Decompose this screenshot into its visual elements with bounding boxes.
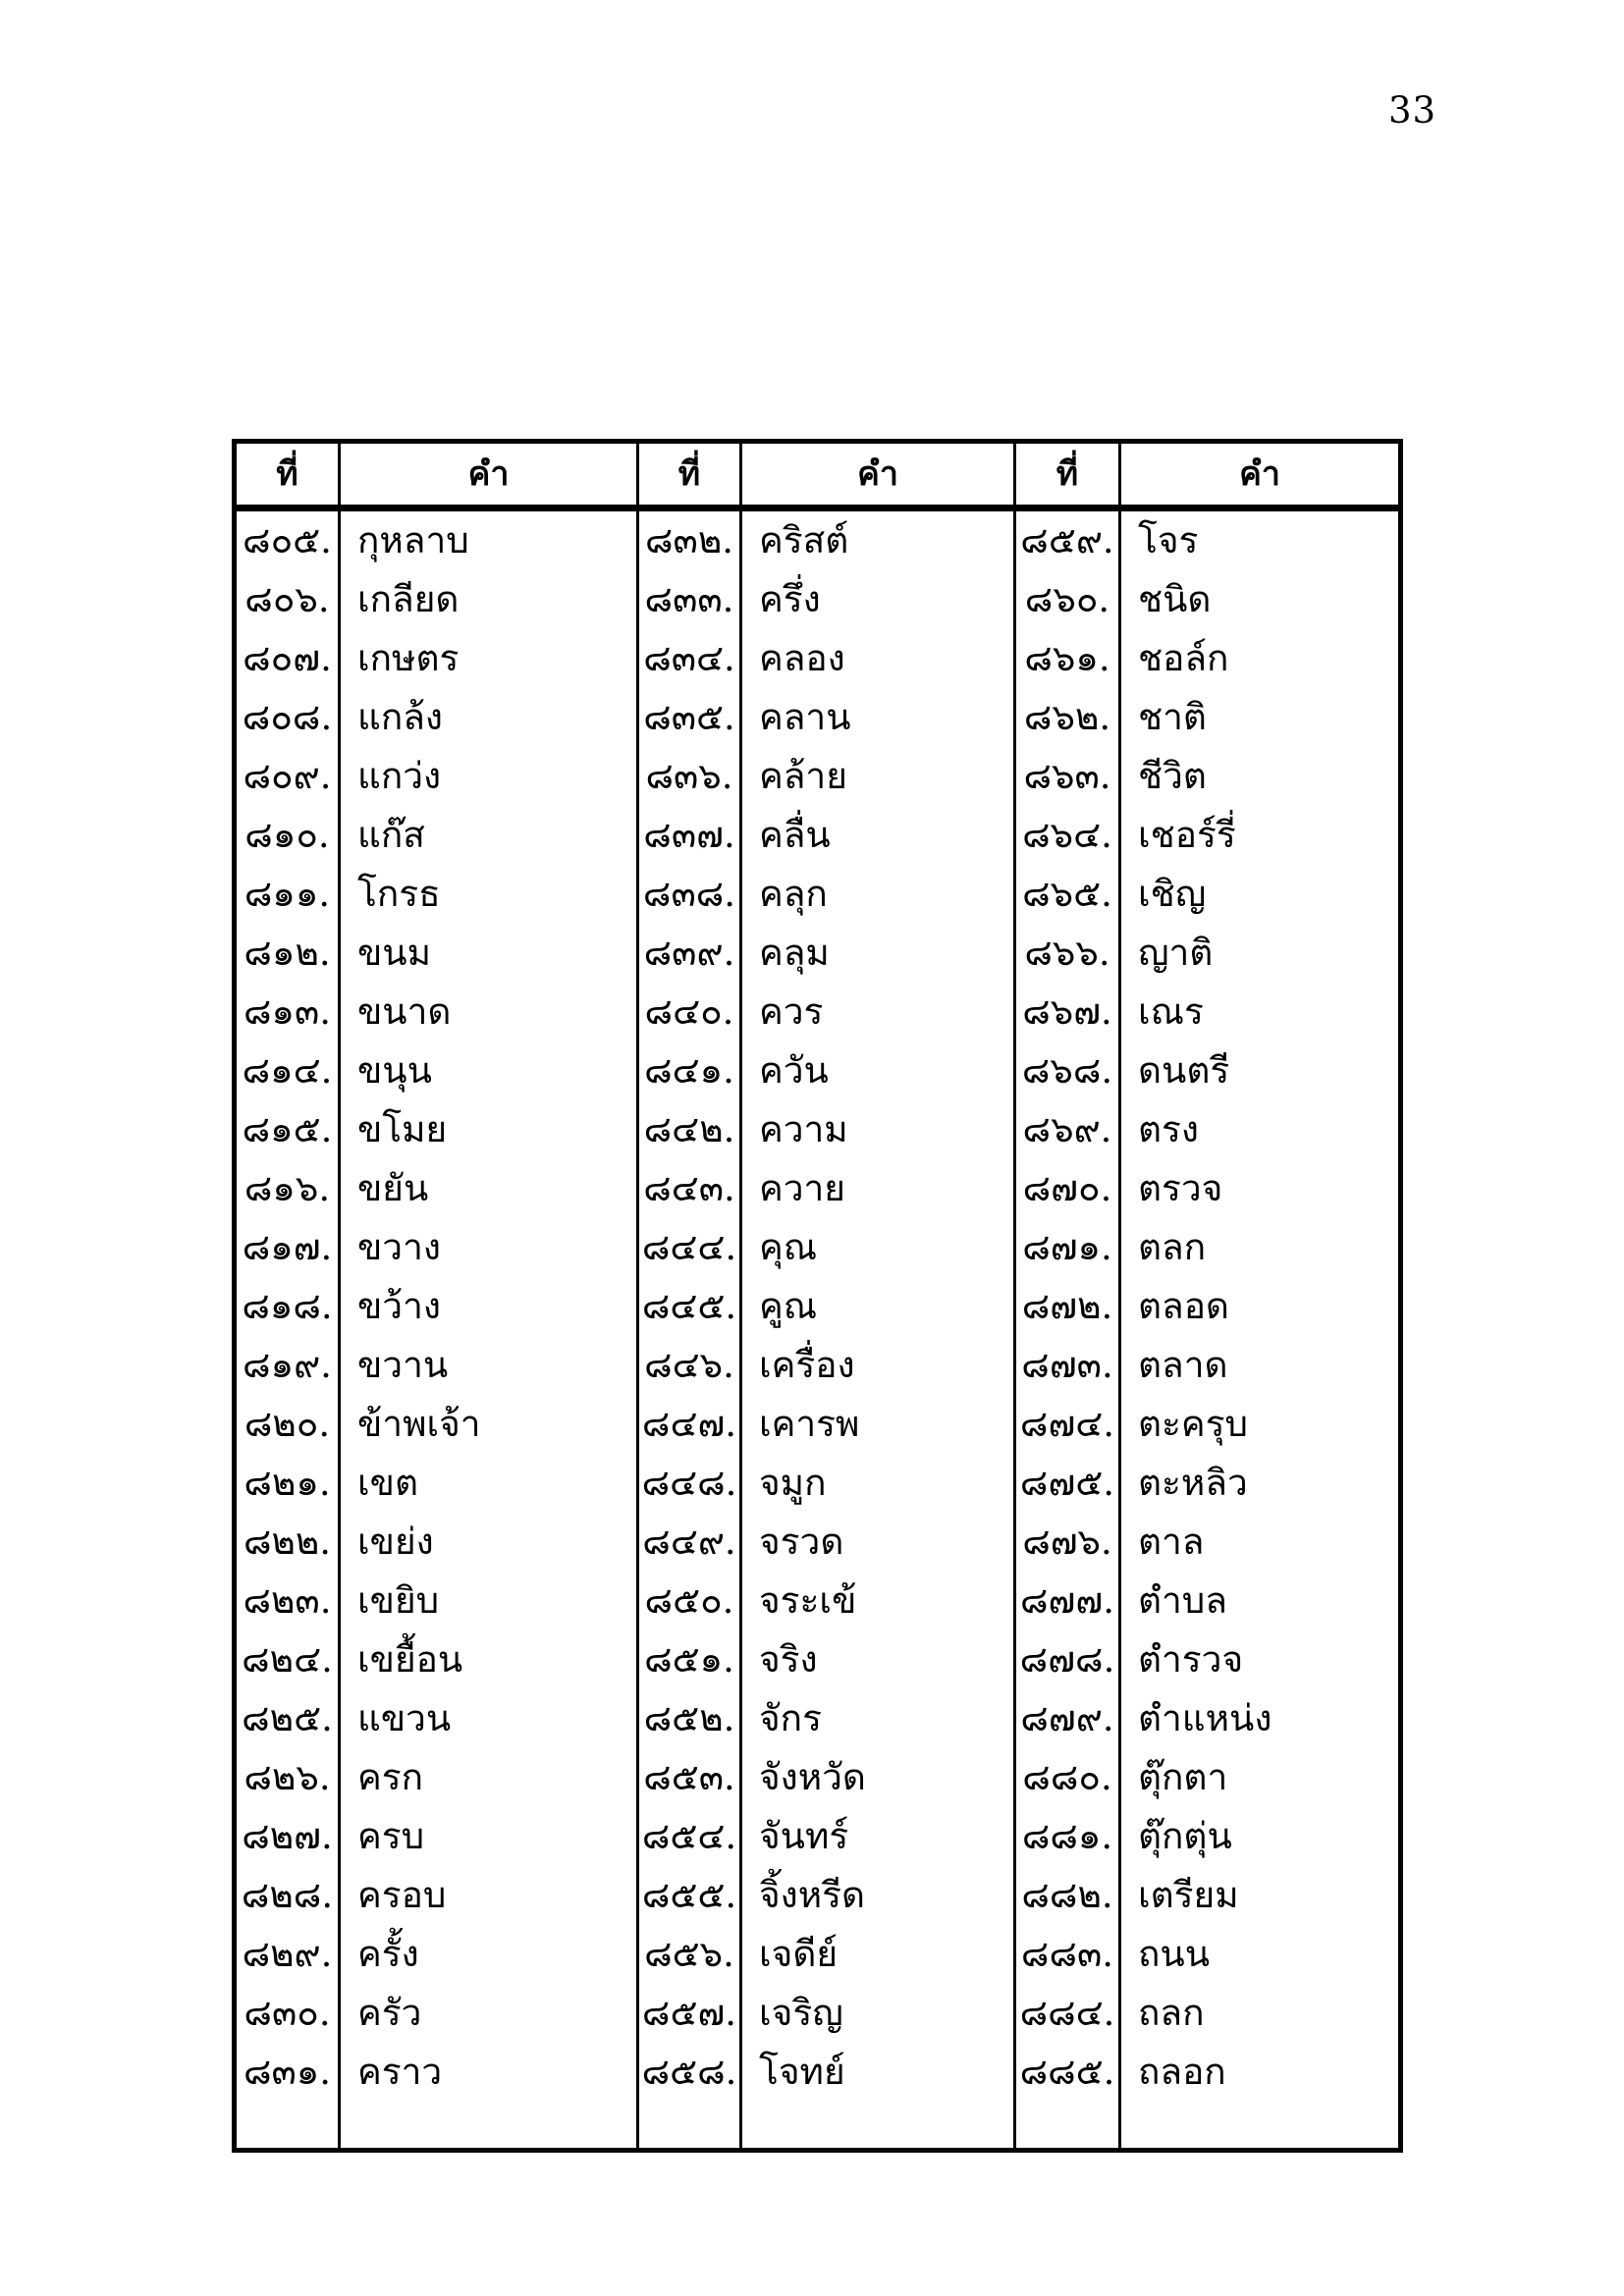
row-number-cell: ๘๓๗. — [638, 806, 741, 865]
table-row — [235, 1572, 1401, 1630]
row-word-cell: คูณ — [741, 1277, 1015, 1336]
row-word-cell: เครื่อง — [741, 1336, 1015, 1395]
row-word-cell: เชอร์รี่ — [1120, 806, 1401, 865]
column-header-word: คำ — [340, 442, 638, 508]
row-number-cell: ๘๕๑. — [638, 1630, 741, 1689]
table-row — [235, 570, 1401, 629]
table-row — [235, 747, 1401, 806]
row-number-cell: ๘๓๑. — [243, 2050, 332, 2093]
row-number-cell: ๘๖๔. — [1015, 806, 1120, 865]
row-word-cell: ตาล — [1120, 1513, 1401, 1572]
row-word-cell: แกว่ง — [340, 747, 638, 806]
row-number-cell: ๘๑๒. — [244, 931, 331, 974]
row-number-cell: ๘๘๑. — [1015, 1807, 1120, 1866]
row-number-cell: ๘๐๙. — [243, 754, 332, 797]
row-word-cell: โจทย์ — [741, 2043, 1015, 2102]
row-word-cell: จระเข้ — [741, 1572, 1015, 1630]
filler-cell — [638, 2102, 741, 2151]
row-word-cell: ครัว — [340, 1984, 638, 2043]
row-number-cell: ๘๗๓. — [1015, 1336, 1120, 1395]
row-number-cell: ๘๖๗. — [1015, 983, 1120, 1041]
row-number-cell: ๘๒๐. — [244, 1402, 331, 1445]
row-word-cell: จังหวัด — [741, 1748, 1015, 1807]
row-number-cell: ๘๕๔. — [638, 1807, 741, 1866]
row-word-cell: ตุ๊กตุ่น — [1120, 1807, 1401, 1866]
row-number-cell: ๘๘๒. — [1015, 1866, 1120, 1925]
row-number-cell: ๘๔๘. — [638, 1454, 741, 1513]
column-header-word: คำ — [1120, 442, 1401, 508]
table-row — [235, 924, 1401, 983]
row-number-cell: ๘๔๙. — [638, 1513, 741, 1572]
row-word-cell: จันทร์ — [741, 1807, 1015, 1866]
table-row — [235, 1041, 1401, 1100]
row-word-cell: เชิญ — [1120, 865, 1401, 924]
row-word-cell: ความ — [741, 1100, 1015, 1159]
row-number-cell: ๘๗๗. — [1015, 1572, 1120, 1630]
table-row — [235, 983, 1401, 1041]
word-table-header — [235, 442, 1401, 508]
row-word-cell: จมูก — [741, 1454, 1015, 1513]
table-row — [235, 1513, 1401, 1572]
row-word-cell: จรวด — [741, 1513, 1015, 1572]
row-word-cell: ควาย — [741, 1159, 1015, 1218]
row-word-cell: แกล้ง — [340, 688, 638, 747]
row-word-cell: ตลอด — [1120, 1277, 1401, 1336]
table-row — [235, 629, 1401, 688]
row-number-cell: ๘๒๔. — [242, 1637, 333, 1681]
row-number-cell: ๘๔๖. — [638, 1336, 741, 1395]
row-number-cell: ๘๔๗. — [638, 1395, 741, 1454]
row-word-cell: คลุก — [741, 865, 1015, 924]
row-word-cell: ชนิด — [1120, 570, 1401, 629]
row-word-cell: ถลอก — [1120, 2043, 1401, 2102]
table-row — [235, 1689, 1401, 1748]
row-word-cell: ขนาด — [340, 983, 638, 1041]
row-word-cell: ขว้าง — [340, 1277, 638, 1336]
row-word-cell: ขวาง — [340, 1218, 638, 1277]
row-word-cell: กุหลาบ — [340, 508, 638, 571]
row-word-cell: โกรธ — [340, 865, 638, 924]
row-word-cell: ครั้ง — [340, 1925, 638, 1984]
row-number-cell: ๘๕๕. — [638, 1866, 741, 1925]
row-word-cell: เขย่ง — [340, 1513, 638, 1572]
row-word-cell: ชาติ — [1120, 688, 1401, 747]
row-number-cell: ๘๘๕. — [1015, 2043, 1120, 2102]
row-number-cell: ๘๖๐. — [1015, 570, 1120, 629]
table-row — [235, 865, 1401, 924]
row-number-cell: ๘๒๒. — [243, 1520, 332, 1563]
row-word-cell: ตุ๊กตา — [1120, 1748, 1401, 1807]
table-row — [235, 1218, 1401, 1277]
header-row — [235, 442, 1401, 508]
table-row — [235, 1984, 1401, 2043]
row-word-cell: ตรง — [1120, 1100, 1401, 1159]
row-word-cell: โจร — [1120, 508, 1401, 571]
row-number-cell: ๘๕๐. — [638, 1572, 741, 1630]
row-word-cell: จักร — [741, 1689, 1015, 1748]
row-number-cell: ๘๒๓. — [243, 1578, 332, 1622]
row-number-cell: ๘๑๔. — [242, 1048, 333, 1092]
filler-cell — [1120, 2102, 1401, 2151]
row-word-cell: ขนม — [340, 924, 638, 983]
table-row — [235, 1925, 1401, 1984]
filler-cell — [340, 2102, 638, 2151]
row-word-cell: คริสต์ — [741, 508, 1015, 571]
table-row — [235, 1807, 1401, 1866]
row-number-cell: ๘๗๙. — [1015, 1689, 1120, 1748]
row-word-cell: ควัน — [741, 1041, 1015, 1100]
row-number-cell: ๘๔๕. — [638, 1277, 741, 1336]
row-number-cell: ๘๑๕. — [242, 1107, 333, 1150]
row-number-cell: ๘๕๙. — [1015, 508, 1120, 571]
row-number-cell: ๘๕๘. — [638, 2043, 741, 2102]
row-word-cell: คลอง — [741, 629, 1015, 688]
row-word-cell: คล้าย — [741, 747, 1015, 806]
row-number-cell: ๘๒๗. — [242, 1814, 333, 1857]
table-row — [235, 1277, 1401, 1336]
row-number-cell: ๘๔๑. — [638, 1041, 741, 1100]
row-number-cell: ๘๘๓. — [1015, 1925, 1120, 1984]
filler-cell — [741, 2102, 1015, 2151]
row-number-cell: ๘๐๕. — [243, 518, 332, 561]
row-number-cell: ๘๑๙. — [243, 1343, 332, 1386]
filler-row — [235, 2102, 1401, 2151]
row-word-cell: ครอบ — [340, 1866, 638, 1925]
row-number-cell: ๘๒๑. — [244, 1461, 331, 1504]
row-word-cell: คลุม — [741, 924, 1015, 983]
row-number-cell: ๘๒๕. — [242, 1696, 333, 1739]
row-number-cell: ๘๑๖. — [244, 1166, 331, 1209]
row-word-cell: คราว — [340, 2043, 638, 2102]
row-word-cell: จริง — [741, 1630, 1015, 1689]
row-number-cell: ๘๗๐. — [1015, 1159, 1120, 1218]
row-word-cell: ตลก — [1120, 1218, 1401, 1277]
row-number-cell: ๘๕๒. — [638, 1689, 741, 1748]
row-number-cell: ๘๖๘. — [1015, 1041, 1120, 1100]
row-number-cell: ๘๗๕. — [1015, 1454, 1120, 1513]
row-number-cell: ๘๑๘. — [242, 1284, 333, 1327]
column-header-word: คำ — [741, 442, 1015, 508]
row-word-cell: ดนตรี — [1120, 1041, 1401, 1100]
row-number-cell: ๘๔๒. — [638, 1100, 741, 1159]
row-number-cell: ๘๓๒. — [638, 508, 741, 571]
row-number-cell: ๘๑๓. — [243, 989, 332, 1033]
row-number-cell: ๘๒๖. — [244, 1755, 331, 1798]
row-word-cell: เกษตร — [340, 629, 638, 688]
table-row — [235, 1159, 1401, 1218]
row-number-cell: ๘๗๖. — [1015, 1513, 1120, 1572]
row-number-cell: ๘๗๔. — [1015, 1395, 1120, 1454]
column-header-no: ที่ — [235, 442, 340, 508]
row-word-cell: เขยิบ — [340, 1572, 638, 1630]
row-word-cell: ขนุน — [340, 1041, 638, 1100]
row-number-cell: ๘๗๑. — [1015, 1218, 1120, 1277]
row-word-cell: ขวาน — [340, 1336, 638, 1395]
row-word-cell: ขโมย — [340, 1100, 638, 1159]
row-word-cell: ถลก — [1120, 1984, 1401, 2043]
table-row — [235, 1454, 1401, 1513]
table-row — [235, 688, 1401, 747]
row-number-cell: ๘๖๑. — [1015, 629, 1120, 688]
row-number-cell: ๘๓๙. — [638, 924, 741, 983]
row-word-cell: ตำรวจ — [1120, 1630, 1401, 1689]
row-number-cell: ๘๓๘. — [638, 865, 741, 924]
row-number-cell: ๘๑๐. — [244, 813, 330, 856]
row-word-cell: ญาติ — [1120, 924, 1401, 983]
row-number-cell: ๘๐๘. — [242, 695, 333, 738]
row-word-cell: เขต — [340, 1454, 638, 1513]
row-word-cell: ตลาด — [1120, 1336, 1401, 1395]
row-number-cell: ๘๓๓. — [638, 570, 741, 629]
row-word-cell: เจริญ — [741, 1984, 1015, 2043]
row-word-cell: เขยื้อน — [340, 1630, 638, 1689]
row-number-cell: ๘๘๔. — [1015, 1984, 1120, 2043]
row-number-cell: ๘๖๒. — [1015, 688, 1120, 747]
row-number-cell: ๘๖๓. — [1015, 747, 1120, 806]
filler-cell — [235, 2102, 340, 2151]
table-row — [235, 1336, 1401, 1395]
row-word-cell: ถนน — [1120, 1925, 1401, 1984]
row-number-cell: ๘๕๓. — [638, 1748, 741, 1807]
row-number-cell: ๘๓๖. — [638, 747, 741, 806]
table-row — [235, 806, 1401, 865]
row-number-cell: ๘๐๖. — [244, 577, 330, 620]
table-row — [235, 1395, 1401, 1454]
row-word-cell: ตะหลิว — [1120, 1454, 1401, 1513]
row-number-cell: ๘๓๕. — [638, 688, 741, 747]
table-row — [235, 1100, 1401, 1159]
row-number-cell: ๘๗๒. — [1015, 1277, 1120, 1336]
table-row — [235, 1748, 1401, 1807]
column-header-no: ที่ — [1015, 442, 1120, 508]
row-word-cell: ตำแหน่ง — [1120, 1689, 1401, 1748]
word-table — [232, 439, 1403, 2153]
row-word-cell: ครบ — [340, 1807, 638, 1866]
row-number-cell: ๘๖๙. — [1015, 1100, 1120, 1159]
row-word-cell: ขยัน — [340, 1159, 638, 1218]
row-word-cell: ชอล์ก — [1120, 629, 1401, 688]
row-number-cell: ๘๑๑. — [244, 872, 331, 915]
row-word-cell: ชีวิต — [1120, 747, 1401, 806]
row-number-cell: ๘๘๐. — [1015, 1748, 1120, 1807]
row-word-cell: เกลียด — [340, 570, 638, 629]
table-row — [235, 2043, 1401, 2102]
row-number-cell: ๘๔๔. — [638, 1218, 741, 1277]
row-number-cell: ๘๕๗. — [638, 1984, 741, 2043]
row-number-cell: ๘๖๖. — [1015, 924, 1120, 983]
row-word-cell: จิ้งหรีด — [741, 1866, 1015, 1925]
row-word-cell: เคารพ — [741, 1395, 1015, 1454]
column-header-no: ที่ — [638, 442, 741, 508]
row-word-cell: ตรวจ — [1120, 1159, 1401, 1218]
row-word-cell: ครก — [340, 1748, 638, 1807]
row-word-cell: เณร — [1120, 983, 1401, 1041]
row-word-cell: ตำบล — [1120, 1572, 1401, 1630]
row-word-cell: เจดีย์ — [741, 1925, 1015, 1984]
row-number-cell: ๘๖๕. — [1015, 865, 1120, 924]
row-word-cell: ตะครุบ — [1120, 1395, 1401, 1454]
table-row — [235, 508, 1401, 571]
row-number-cell: ๘๓๐. — [244, 1991, 331, 2034]
row-number-cell: ๘๒๘. — [241, 1873, 334, 1916]
row-word-cell: แก๊ส — [340, 806, 638, 865]
table-row — [235, 1866, 1401, 1925]
page-number: 33 — [1388, 89, 1437, 132]
row-number-cell: ๘๓๔. — [638, 629, 741, 688]
row-word-cell: ข้าพเจ้า — [340, 1395, 638, 1454]
row-number-cell: ๘๔๐. — [638, 983, 741, 1041]
row-word-cell: ครึ่ง — [741, 570, 1015, 629]
row-word-cell: คุณ — [741, 1218, 1015, 1277]
row-word-cell: ควร — [741, 983, 1015, 1041]
row-number-cell: ๘๔๓. — [638, 1159, 741, 1218]
row-number-cell: ๘๕๖. — [638, 1925, 741, 1984]
row-word-cell: แขวน — [340, 1689, 638, 1748]
word-table-body — [235, 508, 1401, 2151]
row-number-cell: ๘๒๙. — [242, 1932, 333, 1975]
row-number-cell: ๘๑๗. — [242, 1225, 333, 1268]
table-row — [235, 1630, 1401, 1689]
row-word-cell: คลาน — [741, 688, 1015, 747]
row-number-cell: ๘๐๗. — [243, 636, 332, 679]
filler-cell — [1015, 2102, 1120, 2151]
row-word-cell: คลื่น — [741, 806, 1015, 865]
row-number-cell: ๘๗๘. — [1015, 1630, 1120, 1689]
row-word-cell: เตรียม — [1120, 1866, 1401, 1925]
